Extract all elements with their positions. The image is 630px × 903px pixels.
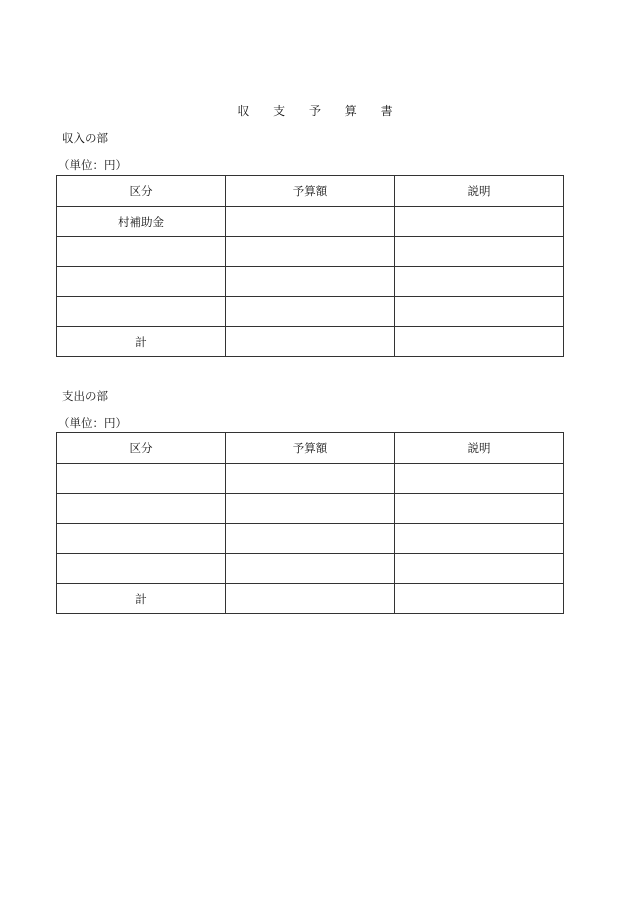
expense-total-description[interactable] [395,584,564,614]
income-cell-budget[interactable] [226,267,395,297]
income-cell-category[interactable] [57,267,226,297]
income-cell-description[interactable] [395,237,564,267]
income-cell-description[interactable] [395,207,564,237]
income-column-header-budget: 予算額 [226,176,395,207]
income-cell-category[interactable] [57,297,226,327]
income-table-row [57,267,564,297]
expense-column-header-description: 説明 [395,433,564,464]
expense-cell-description[interactable] [395,464,564,494]
expense-column-header-category: 区分 [57,433,226,464]
income-cell-category[interactable]: 村補助金 [57,207,226,237]
expense-total-row [57,584,564,614]
income-total-description[interactable] [395,327,564,357]
income-cell-category[interactable] [57,237,226,267]
expense-cell-category[interactable] [57,554,226,584]
income-column-header-description: 説明 [395,176,564,207]
expense-table [56,432,564,614]
expense-section-heading: 支出の部 [62,389,108,403]
expense-cell-description[interactable] [395,494,564,524]
expense-table-row [57,464,564,494]
expense-table-row [57,494,564,524]
income-total-label: 計 [57,327,226,357]
expense-header-row [57,433,564,464]
expense-cell-category[interactable] [57,494,226,524]
income-cell-description[interactable] [395,267,564,297]
income-header-row [57,176,564,207]
document-title: 収 支 予 算 書 [237,104,403,118]
income-section-heading: 収入の部 [62,131,108,145]
expense-cell-budget[interactable] [226,494,395,524]
expense-total-budget[interactable] [226,584,395,614]
income-column-header-category: 区分 [57,176,226,207]
expense-cell-budget[interactable] [226,464,395,494]
income-cell-budget[interactable] [226,207,395,237]
income-table-row [57,297,564,327]
expense-column-header-budget: 予算額 [226,433,395,464]
expense-cell-category[interactable] [57,464,226,494]
expense-cell-budget[interactable] [226,524,395,554]
income-table [56,175,564,357]
income-unit-label: （単位：円） [58,158,127,172]
expense-total-label: 計 [57,584,226,614]
income-table-row [57,207,564,237]
income-cell-budget[interactable] [226,237,395,267]
expense-unit-label: （単位：円） [58,416,127,430]
expense-table-row [57,524,564,554]
income-total-row [57,327,564,357]
expense-cell-description[interactable] [395,524,564,554]
income-cell-description[interactable] [395,297,564,327]
income-table-row [57,237,564,267]
expense-table-row [57,554,564,584]
income-total-budget[interactable] [226,327,395,357]
expense-cell-category[interactable] [57,524,226,554]
expense-cell-budget[interactable] [226,554,395,584]
expense-cell-description[interactable] [395,554,564,584]
income-cell-budget[interactable] [226,297,395,327]
